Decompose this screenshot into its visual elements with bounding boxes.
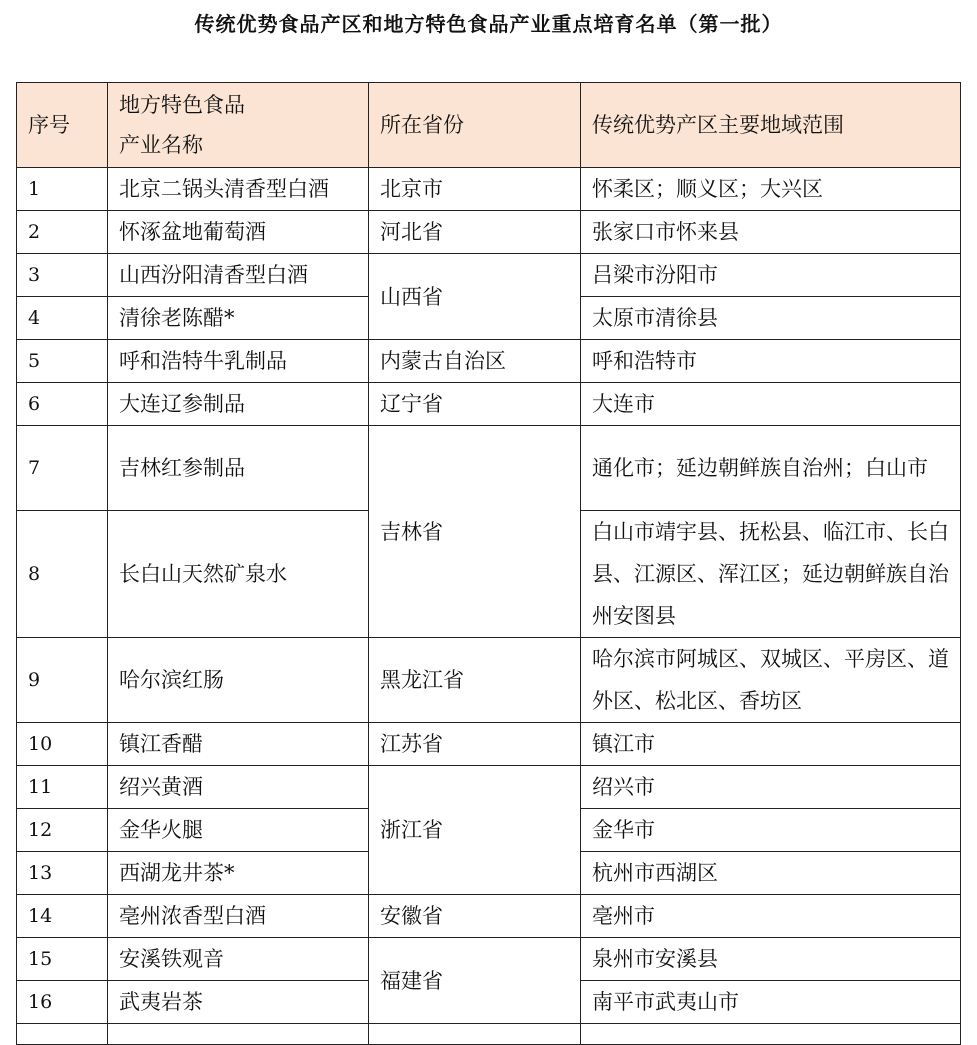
province: 福建省 <box>369 938 581 1024</box>
row-number: 13 <box>17 852 108 895</box>
industry-name: 亳州浓香型白酒 <box>108 895 369 938</box>
row-number: 10 <box>17 723 108 766</box>
region: 南平市武夷山市 <box>581 981 961 1024</box>
row-number: 8 <box>17 511 108 638</box>
empty-cell <box>108 1024 369 1045</box>
industry-name: 北京二锅头清香型白酒 <box>108 168 369 211</box>
province: 安徽省 <box>369 895 581 938</box>
table-row <box>17 211 961 254</box>
province: 山西省 <box>369 254 581 340</box>
region: 泉州市安溪县 <box>581 938 961 981</box>
province: 江苏省 <box>369 723 581 766</box>
region: 杭州市西湖区 <box>581 852 961 895</box>
region: 亳州市 <box>581 895 961 938</box>
row-number: 3 <box>17 254 108 297</box>
industry-name: 大连辽参制品 <box>108 383 369 426</box>
industry-name: 镇江香醋 <box>108 723 369 766</box>
row-number: 12 <box>17 809 108 852</box>
empty-cell <box>369 1024 581 1045</box>
row-number: 15 <box>17 938 108 981</box>
region: 呼和浩特市 <box>581 340 961 383</box>
table-row <box>17 254 961 297</box>
food-industry-table <box>16 82 961 1045</box>
table-row <box>17 340 961 383</box>
empty-cell <box>17 1024 108 1045</box>
table-row <box>17 638 961 723</box>
table-row <box>17 723 961 766</box>
region: 绍兴市 <box>581 766 961 809</box>
region: 太原市清徐县 <box>581 297 961 340</box>
table-row <box>17 426 961 511</box>
row-number: 14 <box>17 895 108 938</box>
province: 黑龙江省 <box>369 638 581 723</box>
region: 怀柔区；顺义区；大兴区 <box>581 168 961 211</box>
table-row <box>17 168 961 211</box>
region: 金华市 <box>581 809 961 852</box>
industry-name: 西湖龙井茶* <box>108 852 369 895</box>
table-header-row <box>17 83 961 168</box>
table-row <box>17 766 961 809</box>
page-title: 传统优势食品产区和地方特色食品产业重点培育名单（第一批） <box>194 12 783 36</box>
province: 内蒙古自治区 <box>369 340 581 383</box>
industry-name: 安溪铁观音 <box>108 938 369 981</box>
row-number: 5 <box>17 340 108 383</box>
industry-name: 武夷岩茶 <box>108 981 369 1024</box>
province: 河北省 <box>369 211 581 254</box>
row-number: 11 <box>17 766 108 809</box>
header-industry-name <box>108 83 369 168</box>
row-number: 1 <box>17 168 108 211</box>
header-industry-name-line2: 产业名称 <box>119 133 203 157</box>
row-number: 2 <box>17 211 108 254</box>
header-no: 序号 <box>17 83 108 168</box>
row-number: 6 <box>17 383 108 426</box>
province: 辽宁省 <box>369 383 581 426</box>
header-industry-name-line1: 地方特色食品 <box>119 93 245 117</box>
region: 白山市靖宇县、抚松县、临江市、长白县、江源区、浑江区；延边朝鲜族自治州安图县 <box>581 511 961 638</box>
row-number: 7 <box>17 426 108 511</box>
region: 大连市 <box>581 383 961 426</box>
industry-name: 哈尔滨红肠 <box>108 638 369 723</box>
industry-name: 金华火腿 <box>108 809 369 852</box>
region: 哈尔滨市阿城区、双城区、平房区、道外区、松北区、香坊区 <box>581 638 961 723</box>
header-province: 所在省份 <box>369 83 581 168</box>
empty-cell <box>581 1024 961 1045</box>
row-number: 16 <box>17 981 108 1024</box>
province: 北京市 <box>369 168 581 211</box>
industry-name: 山西汾阳清香型白酒 <box>108 254 369 297</box>
table-row-partial <box>17 1024 961 1045</box>
table-row <box>17 895 961 938</box>
table-row <box>17 938 961 981</box>
industry-name: 吉林红参制品 <box>108 426 369 511</box>
header-region: 传统优势产区主要地域范围 <box>581 83 961 168</box>
industry-name: 长白山天然矿泉水 <box>108 511 369 638</box>
region: 张家口市怀来县 <box>581 211 961 254</box>
table-row <box>17 383 961 426</box>
region: 通化市；延边朝鲜族自治州；白山市 <box>581 426 961 511</box>
industry-name: 呼和浩特牛乳制品 <box>108 340 369 383</box>
industry-name: 绍兴黄酒 <box>108 766 369 809</box>
province: 浙江省 <box>369 766 581 895</box>
region: 吕梁市汾阳市 <box>581 254 961 297</box>
industry-name: 怀涿盆地葡萄酒 <box>108 211 369 254</box>
province: 吉林省 <box>369 426 581 638</box>
region: 镇江市 <box>581 723 961 766</box>
row-number: 9 <box>17 638 108 723</box>
industry-name: 清徐老陈醋* <box>108 297 369 340</box>
row-number: 4 <box>17 297 108 340</box>
